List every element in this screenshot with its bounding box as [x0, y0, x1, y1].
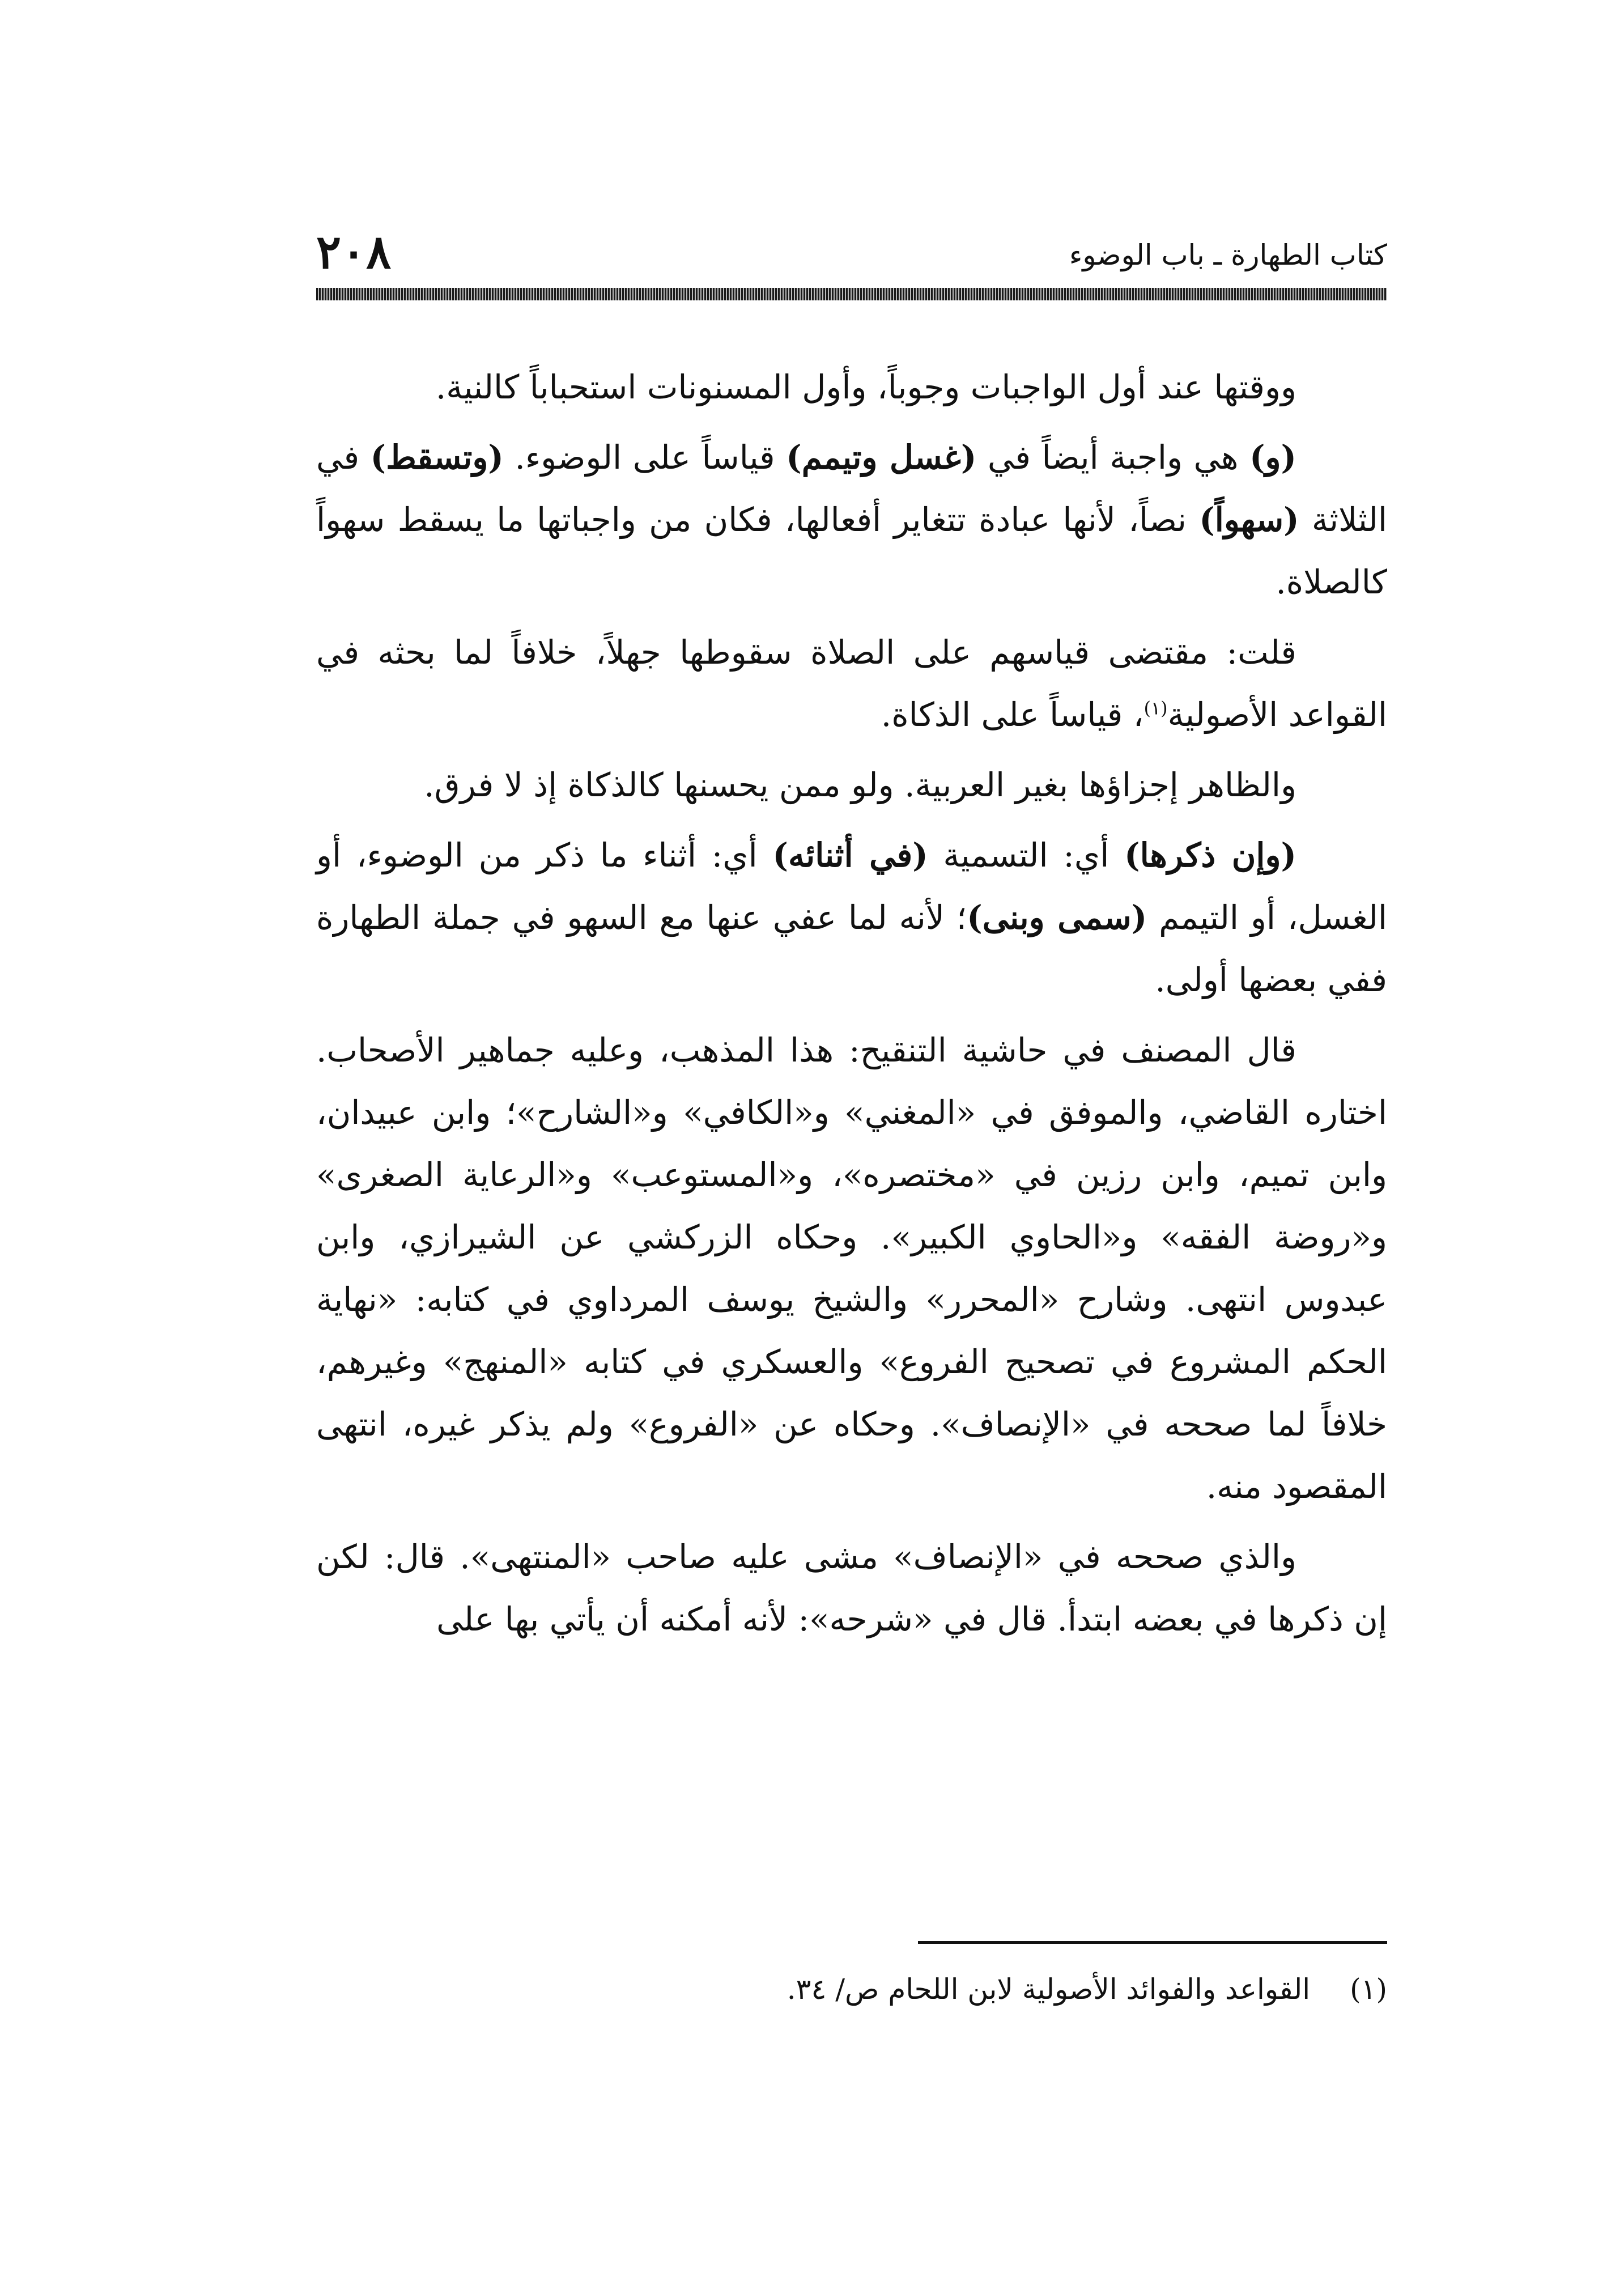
paragraph-text: ؛ لأنه لما عفي عنها مع السهو في جملة الطهارة ففي بعضها أولى. — [316, 898, 1387, 999]
paragraph-text: ، قياساً على الذكاة. — [881, 695, 1144, 734]
paragraph-7: والذي صححه في «الإنصاف» مشى عليه صاحب «المنتهى». قال: لكن إن ذكرها في بعضه ابتدأ. قال في «شرحه»: لأنه أمكنه أن يأتي بها على — [316, 1538, 1387, 1638]
paragraph-text: قلت: مقتضى قياسهم على الصلاة سقوطها جهلاً، خلافاً لما بحثه في القواعد الأصولية — [316, 633, 1387, 734]
paragraph-5 — [316, 824, 1387, 1011]
footnote-reference: (١) — [1143, 697, 1168, 719]
paragraph-1: ووقتها عند أول الواجبات وجوباً، وأول المسنونات استحباباً كالنية. — [435, 368, 1296, 406]
paragraph-text: نصاً، لأنها عبادة تتغاير أفعالها، فكان من واجباتها ما يسقط سهواً كالصلاة. — [316, 500, 1387, 601]
footnote — [316, 1967, 1387, 2012]
paragraph-text: أي: التسمية — [928, 836, 1125, 874]
bold-term: (وإن ذكرها) — [1124, 836, 1296, 874]
footnote-number: (١) — [1350, 1973, 1387, 2006]
paragraph-6: قال المصنف في حاشية التنقيح: هذا المذهب، وعليه جماهير الأصحاب. اختاره القاضي، والموفق في «المغني» و«الكافي» و«الشارح»؛ وابن عبيدان، وابن تميم، وابن رزين في «مختصره»، و«المستوعب» و«الرعاية الصغرى» و«روضة الفقه» و«الحاوي الكبير». وحكاه الزركشي عن الشيرازي، وابن عبدوس انتهى. وشارح «المحرر» والشيخ يوسف المرداوي في كتابه: «نهاية الحكم المشروع في تصحيح الفروع» والعسكري في كتابه «المنهج» وغيرهم، خلافاً لما صححه في «الإنصاف». وحكاه عن «الفروع» ولم يذكر غيره، انتهى المقصود منه. — [316, 1031, 1387, 1506]
footnote-text: القواعد والفوائد الأصولية لابن اللحام ص/ ٣٤. — [787, 1973, 1311, 2006]
paragraph-text: في الثلاثة — [316, 438, 1387, 539]
main-text — [316, 356, 1387, 1658]
bold-term: (في أثنائه) — [772, 836, 928, 874]
bold-term: (و) — [1249, 438, 1296, 477]
footnote-rule — [918, 1941, 1387, 1944]
page-number: ٢٠٨ — [316, 225, 392, 279]
paragraph-4: والظاهر إجزاؤها بغير العربية. ولو ممن يحسنها كالذكاة إذ لا فرق. — [424, 766, 1296, 804]
running-header — [316, 224, 1387, 286]
paragraph-text: أي: أثناء ما ذكر من الوضوء، أو الغسل، أو التيمم — [316, 836, 1387, 937]
header-rule — [316, 288, 1387, 300]
paragraph-3 — [316, 621, 1387, 746]
paragraph-2 — [316, 426, 1387, 613]
paragraph-text: قياساً على الوضوء. — [503, 438, 787, 477]
bold-term: (وتسقط) — [370, 438, 504, 477]
paragraph-text: هي واجبة أيضاً في — [976, 438, 1250, 477]
bold-term: (غسل وتيمم) — [786, 438, 977, 477]
bold-term: (سهواً) — [1199, 500, 1299, 539]
running-title: كتاب الطهارة ـ باب الوضوء — [1069, 239, 1387, 271]
bold-term: (سمى وبنى) — [967, 898, 1147, 937]
